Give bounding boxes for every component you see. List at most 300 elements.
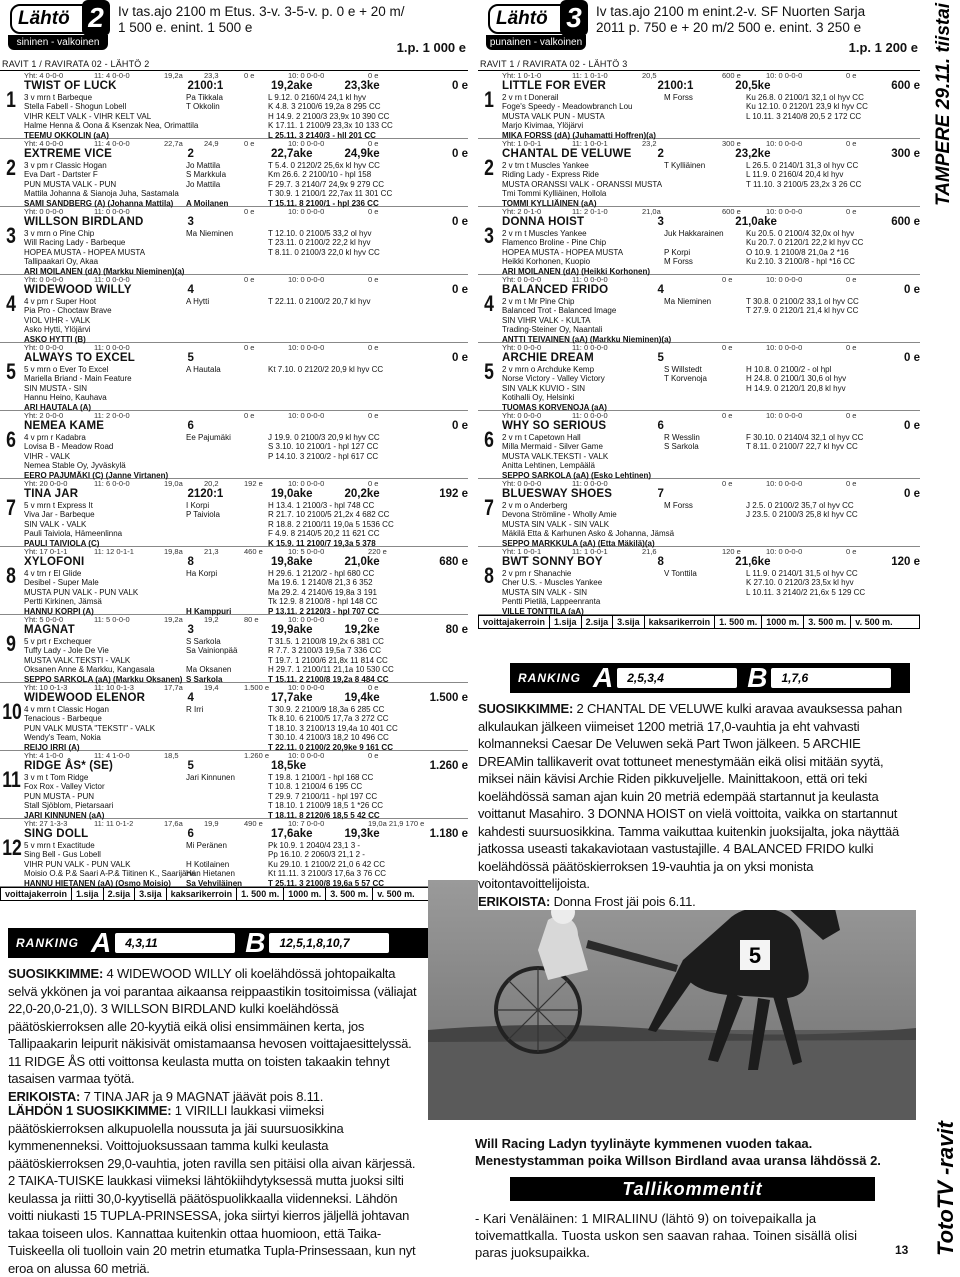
entry-cell [268,461,468,470]
entry-line [24,102,468,111]
entry-cell: H 14.9. 2 2100/3 23,9x 10 390 CC [268,111,390,121]
stat-cell: 11: 4 0-0-0 [94,71,130,80]
stable-comments-heading: Tallikommentit [510,1177,875,1201]
favourites-heading: SUOSIKKIMME: [478,701,574,716]
entry-cell: L 26.5. 0 2140/1 31,3 ol hyv CC [746,161,859,170]
stat-cell: 120 e [722,547,741,556]
entry-cell: F 4.9. 8 2140/5 20,2 11 621 CC [268,529,380,539]
entry-line [502,102,920,111]
stat-cell: 10: 0 0-0-0 [766,139,803,148]
stat-cell: 10: 0 0-0-0 [766,343,803,352]
race-2-ranking [8,928,428,958]
record: 17,7ake [271,692,313,704]
entry-cell [186,306,268,315]
name-row [502,420,920,433]
entry-cell [664,238,746,247]
stat-cell: Yht: 17 0-1-1 [24,547,68,556]
entry-cell: 2 v prn r Shanachie [502,569,572,578]
entry-line [502,180,920,189]
post-number: 6 [484,427,494,452]
horse-name: WILLSON BIRDLAND [24,216,144,228]
entry-cell: S 3.10. 10 2100/1 - hpl 127 CC [268,442,379,452]
entry-cell: Ku 12.10. 0 2120/1 23,9 kl hyv CC [746,102,868,112]
odds-cell: 3.sija [135,888,167,900]
stat-cell: Yht: 4 0-0-0 [24,139,64,148]
special-heading: ERIKOISTA: [478,893,551,909]
stat-cell [682,343,722,352]
stats-line [502,547,920,556]
entry-cell [186,520,268,529]
stat-cell: Yht: 10 0-1-3 [24,683,68,692]
stat-cell: 0 e [244,207,255,216]
entry-line [24,578,468,587]
name-row [24,488,468,501]
entry-line [502,578,920,587]
stat-cell: 10: 0 0-0-0 [288,683,325,692]
entry-line [24,180,468,189]
entry-cell: Halme Henna & Oona & Ksenzak Nea, Orimattila [24,121,199,131]
record: 21,0ake [735,216,777,228]
entry-cell: Nemea Stable Oy, Jyväskylä [24,461,126,471]
entry-cell: 5 v mrn t Exactitude [24,841,95,850]
entry-cell: L 9.12. 0 2160/4 24,1 kl hyv [268,93,366,102]
special-heading: ERIKOISTA: [8,1088,81,1104]
record: 22,7ake [271,148,313,160]
entry-cell: Tk 8.10. 6 2100/5 17,7a 3 272 CC [268,714,389,724]
stat-cell: 0 e [846,139,857,148]
stat-cell: 11: 4 1-0-0 [94,751,130,760]
entry-cell: Ku 29.10. 1 2100/2 21,0 6 42 CC [268,859,385,869]
stat-cell: 0 e [244,139,255,148]
entry-cell [746,393,920,402]
odds-cell: 1. 500 m. [237,888,284,900]
stat-cell [164,207,204,216]
entry-line [24,520,468,529]
entry-cell: 5 v prt r Exchequer [24,637,92,646]
stats-line [502,139,920,148]
tototv-label [925,1090,960,1260]
entry-cell: Heikki Korhonen, Kuopio [502,257,591,267]
entry-cell: MUSTA SIN VALK - SIN [502,587,588,597]
entry-cell [186,782,268,791]
entry-cell: SIN VIHR VALK - KULTA [502,315,591,325]
entry-cell [186,316,268,325]
entry-cell: Cher U.S. - Muscles Yankee [502,578,603,588]
horse-name: NEMEA KAME [24,420,105,432]
entry-cell: H Kamppuri [186,606,232,616]
entry-line [502,189,920,198]
stat-cell: 11: 0 0-0-0 [572,275,608,284]
horse-name: WIDEWOOD WILLY [24,284,132,296]
stat-cell: 0 e [368,479,379,488]
entry-cell [746,520,920,529]
entry-cell: Fox Rox - Valley Victor [24,782,105,792]
entry-cell: T 22.11. 0 2100/2 20,9ke 9 161 CC [268,742,393,752]
tototv-text: TotoTV -ravit [933,1121,958,1256]
stat-cell: 0 e [368,683,379,692]
horse-entry [0,479,468,547]
stat-cell: 0 e [846,547,857,556]
entry-cell [664,452,746,461]
odds-cell: 1.sija [72,888,104,900]
entry-line [502,306,920,315]
entry-line [24,121,468,130]
entry-cell: 4 v prn r Super Hoot [24,297,97,306]
entry-cell [268,306,468,315]
race-3-header [478,0,920,58]
entry-line [24,724,468,733]
stat-cell: 19,2a [164,71,183,80]
entry-cell: R Wesslin [664,433,700,442]
record: 19,0ake [271,488,313,500]
stat-cell: 11: 2 0-0-0 [94,411,130,420]
entry-cell [664,588,746,597]
entry-cell: T 18.11. 8 2120/6 18,5 5 42 CC [268,810,380,820]
entry-cell [664,520,746,529]
stat-cell: Yht: 2 0-1-0 [502,207,542,216]
entry-cell: T 8.11. 0 2100/7 22,7 kl hyv CC [746,442,858,452]
entry-cell: 5 v mrn t Express It [24,501,93,510]
entry-line [502,316,920,325]
entry-line [502,597,920,606]
entry-cell: Norse Victory - Valley Victory [502,374,605,384]
entry-cell: Ma Nieminen [186,229,234,238]
entry-cell: H 29.7. 1 2100/11 21,1a 10 530 CC [268,665,394,675]
horse-name: SING DOLL [24,828,89,840]
record: 17,6ake [271,828,313,840]
earnings: 120 e [891,556,920,568]
stat-cell: 10: 0 0-0-0 [288,751,325,760]
name-row [502,148,920,161]
stat-cell: 10: 0 0-0-0 [288,343,325,352]
name-row [24,284,468,297]
stat-cell: 19,2a [164,615,183,624]
entry-cell: Flamenco Broline - Pine Chip [502,238,607,248]
entry-cell: S Sarkola [186,637,221,646]
entry-cell [186,529,268,538]
entry-cell: 3 v mrn o Pine Chip [24,229,95,238]
entry-line [24,792,468,801]
entry-cell: Jari Kinnunen [186,773,235,782]
entry-cell: T 19.7. 1 2100/6 21,8x 11 814 CC [268,655,388,665]
entry-cell: H 13.4. 1 2100/3 - hpl 748 CC [268,501,375,510]
entry-cell: 2 v rn t Capetown Hall [502,433,581,442]
entry-line [502,510,920,519]
entry-line [502,529,920,538]
record-2: 19,3ke [344,828,380,840]
ranking-b-values: 1,7,6 [771,668,891,688]
entry-cell: Oksanen Anne & Markku, Kangasala [24,665,155,675]
stat-cell: Yht: 4 0-0-0 [24,71,64,80]
earnings: 192 e [439,488,468,500]
entry-line [24,597,468,606]
race-2-header [0,0,468,58]
stat-cell: Yht: 1 0-1-0 [502,71,542,80]
entry-line [24,773,468,782]
logo-colors: sininen - valkoinen [8,35,108,50]
entry-cell [186,461,268,470]
earnings: 0 e [452,80,468,92]
record-2 [803,284,871,297]
entry-line [502,433,920,442]
start-mark: 8 [187,556,194,568]
logo-word: Lähtö [10,4,106,34]
stat-cell: 0 e [368,751,379,760]
stat-cell: 0 e [846,275,857,284]
entry-cell [746,529,920,538]
horse-name: WIDEWOOD ELENOR [24,692,146,704]
entry-line [24,433,468,442]
entry-cell: Milla Mermaid - Silver Game [502,442,603,452]
stats-line [502,411,920,420]
entry-cell: Sing Bell - Gus Lobell [24,850,101,860]
entry-cell: Ku 2.10. 3 2100/8 - hpl *16 CC [746,257,855,267]
entry-line [24,238,468,247]
start-mark: 6 [657,420,664,432]
stat-cell: Yht: 2 0-0-0 [24,411,64,420]
post-number: 7 [484,495,494,520]
entry-cell: K 4.8. 3 2100/6 19,2a 8 295 CC [268,102,381,112]
entry-line [24,248,468,257]
odds-grid [478,615,920,629]
ranking-b-letter: B [747,662,768,693]
stat-cell: 192 e [244,479,263,488]
entry-line [24,510,468,519]
entry-line [24,325,468,334]
record-2: 20,2ke [344,488,380,500]
entry-cell [664,102,746,111]
trotting-horse-photo [428,880,916,1120]
stat-cell [204,207,244,216]
horse-name: BALANCED FRIDO [502,284,609,296]
entry-line [502,161,920,170]
entry-cell [186,801,268,810]
horse-name: CHANTAL DE VELUWE [502,148,632,160]
stat-cell: 22,7a [164,139,183,148]
stat-cell: 0 e [368,139,379,148]
entry-cell: Mäkilä Etta & Karhunen Asko & Johanna, Jämsä [502,529,675,539]
entry-cell: T 22.11. 0 2100/2 20,7 kl hyv [268,297,371,306]
stat-cell: 220 e [368,547,387,556]
odds-cell: 3. 500 m. [326,888,373,900]
post-number: 1 [484,87,494,112]
stat-cell: 20,2 [204,479,219,488]
stat-cell: 11: 11 0-1-2 [94,819,134,828]
race-2-column [0,0,468,900]
logo-word: Lähtö [488,4,584,34]
entry-cell [664,597,746,606]
entry-cell: SEPPO MARKKULA (aA) (Etta Mäkilä)(a) [502,538,655,548]
race-3-ranking [510,663,910,693]
entry-cell: 2 v m o Anderberg [502,501,568,510]
entry-line [24,588,468,597]
entry-line [24,782,468,791]
stat-cell: 17,7a [164,683,183,692]
entry-cell: 2 v rn t Muscles Yankee [502,229,587,238]
horse-entry [0,411,468,479]
horse-name: BLUESWAY SHOES [502,488,613,500]
entry-cell [186,597,268,606]
entry-cell: T Kylliäinen [664,161,706,170]
entry-cell [268,325,468,334]
stat-cell: 11: 0 0-0-0 [572,479,608,488]
entry-cell: SEPPO SARKOLA (aA) (Markku Oksanen) [24,674,183,684]
horse-entry [0,819,468,887]
entry-line [502,229,920,238]
horse-entry [0,71,468,139]
stat-cell: Yht: 0 0-0-0 [502,411,542,420]
entry-line [502,238,920,247]
entry-line [502,365,920,374]
stat-cell: Yht: 4 1-0-0 [24,751,64,760]
entry-cell [664,306,746,315]
post-number: 12 [2,835,22,860]
stats-line [24,819,468,828]
entry-line [502,588,920,597]
stat-cell: 11: 4 0-0-0 [94,139,130,148]
stat-cell: Yht: 0 0-0-0 [24,207,64,216]
logo-number: 3 [560,0,588,36]
entry-line [502,170,920,179]
stat-cell: 19,8a [164,547,183,556]
odds-cell: 1. 500 m. [715,616,762,628]
entry-cell [746,452,920,461]
horse-name: TINA JAR [24,488,79,500]
earnings: 300 e [891,148,920,160]
entry-cell: MUSTA SIN VALK - SIN VALK [502,519,610,529]
entry-cell [746,121,920,130]
entry-cell: 4 v trn r El Glide [24,569,82,578]
earnings: 600 e [891,216,920,228]
record-2 [803,80,871,93]
stat-cell: Yht: 0 0-0-0 [502,343,542,352]
entry-cell: T 19.8. 1 2100/1 - hpl 168 CC [268,773,374,782]
entry-cell: Devona Strömline - Wholly Amie [502,510,617,520]
entry-line [24,306,468,315]
odds-cell: voittajakerroin [1,888,72,900]
entry-cell: T 30.9. 1 2100/1 22,7ax 11 301 CC [268,189,393,199]
stat-cell: 10: 5 0-0-0 [288,547,325,556]
entry-line [24,365,468,374]
stats-line [24,139,468,148]
page-number: 13 [895,1243,909,1257]
entry-cell: Viva Jar - Barbeque [24,510,95,520]
stat-cell: 21,6 [642,547,657,556]
entry-cell [186,792,268,801]
name-row [24,556,468,569]
entry-cell: 4 v mrn t Classic Hogan [24,705,109,714]
horse-name: DONNA HOIST [502,216,585,228]
start-mark: 2 [657,148,664,160]
entry-line [24,801,468,810]
entry-line [24,869,468,878]
post-number: 4 [484,291,494,316]
entry-cell [664,180,746,189]
earnings: 0 e [904,488,920,500]
horse-entry [478,71,920,139]
stat-cell: 10: 0 0-0-0 [766,207,803,216]
entry-cell: VIHR - VALK [24,451,71,461]
earnings: 0 e [904,420,920,432]
earnings: 0 e [904,284,920,296]
entry-cell [186,588,268,597]
stat-cell [642,343,682,352]
name-row [24,420,468,433]
entry-cell [664,461,746,470]
record-2 [345,284,415,297]
entry-cell: 2 v rn t Donerail [502,93,559,102]
entry-cell: TOMMI KYLLIÄINEN (aA) [502,198,597,208]
entry-cell: A Moilanen [186,198,229,208]
stat-cell [204,411,244,420]
stat-cell: 10: 0 0-0-0 [766,275,803,284]
stat-cell [682,71,722,80]
entry-cell: Mi Peränen [186,841,227,850]
horse-entry [478,139,920,207]
entry-cell: F 29.7. 3 2140/7 24,9x 9 279 CC [268,179,385,189]
entry-cell: Desibel - Super Male [24,578,99,588]
horse-name: TWIST OF LUCK [24,80,117,92]
post-number: 2 [6,155,16,180]
entry-line [24,665,468,674]
stat-cell: 21,3 [204,547,219,556]
entry-cell: Stall Sjöblom, Pietarsaari [24,801,114,811]
entry-cell: T 8.11. 0 2100/3 22,0 kl hyv CC [268,247,380,257]
horse-name: ALWAYS TO EXCEL [24,352,135,364]
stat-cell: 80 e [244,615,259,624]
earnings: 0 e [904,352,920,364]
entry-cell: Jo Mattila [186,179,221,189]
entry-cell [746,189,920,198]
entry-cell: Lovisa B - Meadow Road [24,442,114,452]
entry-cell: K 27.10. 0 2120/3 23,5x kl hyv [746,578,854,588]
stat-cell: 600 e [722,207,741,216]
entry-cell: F 30.10. 0 2140/4 32,1 ol hyv CC [746,433,864,442]
entry-cell: S Sarkola [186,674,223,684]
entry-cell [186,384,268,393]
stat-cell: 0 e [368,71,379,80]
photo-caption: Will Racing Ladyn tyylinäyte kymmenen vuoden takaa. Menestystamman poika Willson Birdland avaa uransa lähdössä 2. [475,1136,881,1168]
ranking-a-values: 2,5,3,4 [617,668,737,688]
stat-cell [204,751,244,760]
entry-cell: VILLE TONTTILA (aA) [502,606,584,616]
race-3-entries [478,71,920,615]
stat-cell: 0 e [722,343,733,352]
stats-line [24,71,468,80]
stats-line [502,71,920,80]
stat-cell: Yht: 20 0-0-0 [24,479,68,488]
earnings: 0 e [452,420,468,432]
entry-cell: Wendy's Team, Nokia [24,733,101,743]
stat-cell: Yht: 1 0-0-1 [502,139,542,148]
stat-cell: 10: 0 0-0-0 [288,411,325,420]
stat-cell: 0 e [368,207,379,216]
entry-cell: P 13.11. 2 2120/3 - hpl 707 CC [268,606,380,616]
entry-cell: J 2.5. 0 2100/2 35,7 ol hyv CC [746,501,854,510]
entry-cell: ARI HAUTALA (A) [24,402,92,412]
stat-cell: 10: 0 0-0-0 [288,479,325,488]
entry-cell: T Korvenoja [664,374,707,384]
entry-cell: Jo Mattila [186,161,221,170]
entry-cell: SIN VALK - VALK [24,519,87,529]
record-2: 21,0ke [344,556,380,568]
stat-cell [642,275,682,284]
entry-cell: 3 v mrn t Barbeque [24,93,93,102]
earnings: 80 e [445,624,468,636]
entry-cell [186,325,268,334]
entry-cell: Foge's Speedy - Meadowbranch Lou [502,102,633,112]
entry-cell: Tenacious - Barbeque [24,714,102,724]
